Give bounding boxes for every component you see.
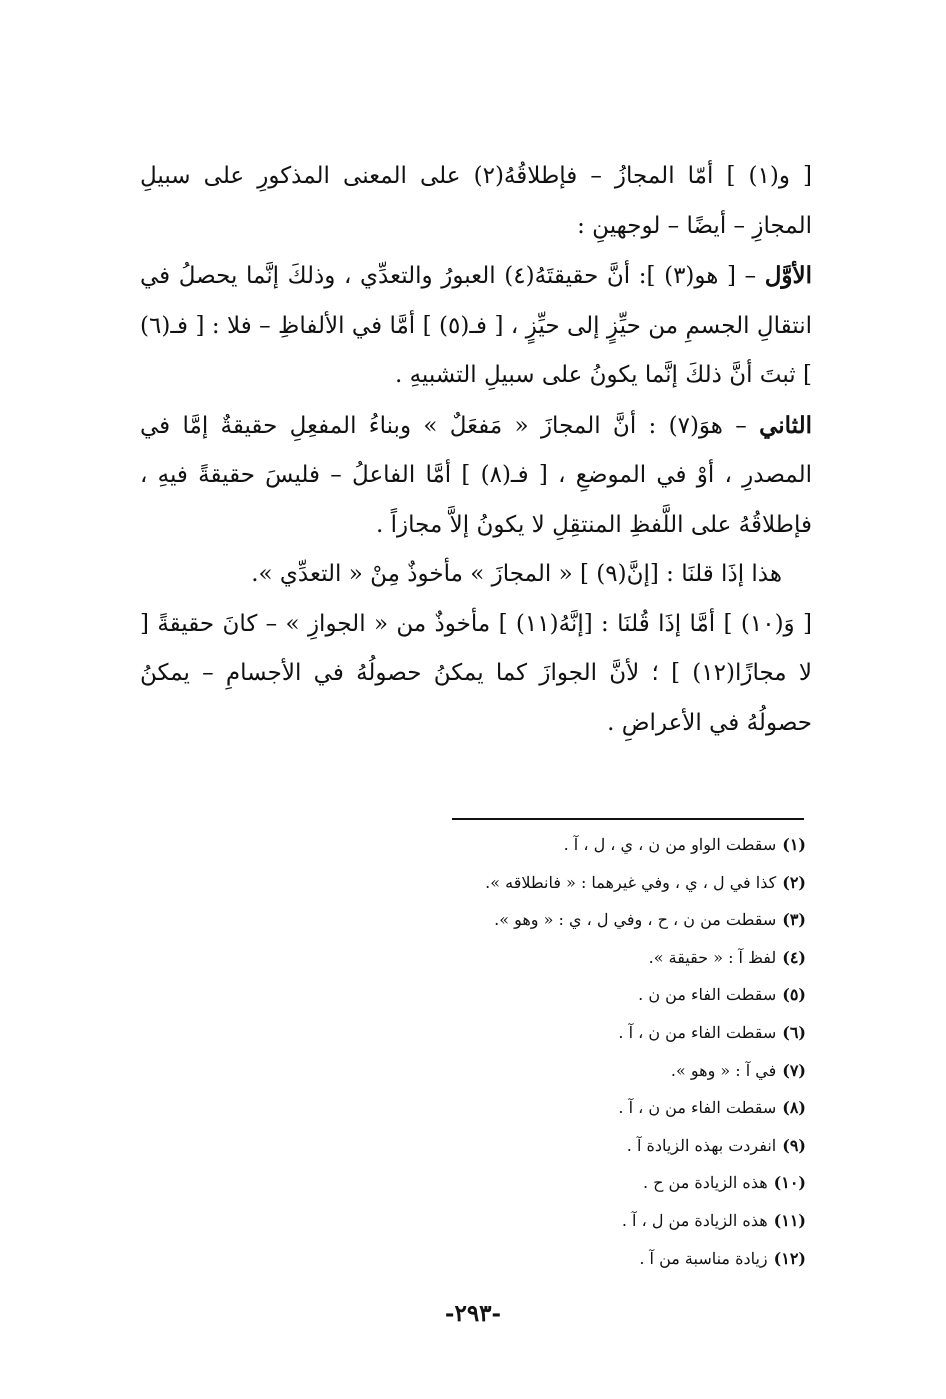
footnote-text: انفردت بهذه الزيادة آ . <box>626 1135 777 1155</box>
main-text <box>140 152 812 748</box>
footnote-number: (٧) <box>782 1060 806 1080</box>
footnote-text: سقطت الواو من ن ، ي ، ل ، آ . <box>563 835 777 854</box>
paragraph-text: [ و(١) ] أمّا المجازُ – فإطلاقُهُ(٢) على المعنى المذكورِ على سبيلِ المجازِ – أيضًا – لوجهينِ : <box>140 163 812 239</box>
paragraph-3 <box>140 401 812 551</box>
paragraph-lead-second: الثاني <box>759 411 813 439</box>
footnote-text: زيادة مناسبة من آ . <box>639 1248 768 1268</box>
footnote-separator <box>452 818 804 820</box>
footnote-number: (١٠) <box>773 1173 806 1193</box>
footnote-text: هذه الزيادة من ح . <box>642 1173 768 1193</box>
footnote-text: سقطت الفاء من ن ، آ . <box>618 1098 777 1118</box>
paragraph-1 <box>140 152 812 251</box>
paragraph-text: [ وَ(١٠) ] أمَّا إذَا قُلنَا : [إنَّهُ(١١) ] مأخوذٌ من « الجوازِ » – كانَ حقيقةً [ لا مجازًا(١٢) ] ؛ لأنَّ الجوازَ كما يمكنُ حصولُهُ في الأجسامِ – يمكنُ حصولُهُ في الأعراضِ . <box>140 610 812 736</box>
footnote <box>440 1240 812 1278</box>
footnote <box>440 901 812 939</box>
footnote-number: (٣) <box>782 910 806 930</box>
paragraph-5 <box>140 600 812 749</box>
footnote <box>440 864 812 902</box>
footnote <box>440 1052 812 1090</box>
footnote <box>440 1202 812 1240</box>
footnote-number: (٨) <box>782 1098 806 1118</box>
footnote-number: (٥) <box>782 985 806 1005</box>
paragraph-text: هذا إذَا قلنَا : [إنَّ(٩) ] « المجازَ » مأخوذٌ مِنْ « التعدِّي ». <box>251 561 782 587</box>
footnote-number: (١١) <box>773 1210 806 1230</box>
footnote-number: (٤) <box>782 947 806 967</box>
footnote-text: لفظ آ : « حقيقة ». <box>648 947 777 967</box>
footnotes-list <box>440 826 812 1277</box>
footnote <box>440 1014 812 1052</box>
footnote <box>440 939 812 977</box>
footnote <box>440 1089 812 1127</box>
footnote-number: (٩) <box>782 1135 806 1155</box>
paragraph-text: – هوَ(٧) : أنَّ المجازَ « مَفعَلٌ » وبناءُ المفعِلِ حقيقةٌ إمَّا في المصدرِ ، أوْ في الموضعِ ، [ فـ(٨) ] أمَّا الفاعلُ – فليسَ حقيقةً فيهِ ، فإطلاقُهُ على اللَّفظِ المنتقِلِ لا يكونُ إلاَّ مجازاً . <box>140 412 812 538</box>
footnote-text: هذه الزيادة من ل ، آ . <box>621 1210 768 1230</box>
footnote <box>440 1127 812 1165</box>
footnote-text: سقطت الفاء من ن . <box>638 985 777 1005</box>
paragraph-4 <box>140 550 812 600</box>
footnote <box>440 976 812 1014</box>
footnote <box>440 1164 812 1202</box>
footnote-text: سقطت الفاء من ن ، آ . <box>618 1022 777 1042</box>
footnote-number: (٢) <box>782 872 806 892</box>
footnote-number: (١٢) <box>773 1248 806 1268</box>
paragraph-lead-first: الأوَّل <box>764 262 813 289</box>
footnote-number: (١) <box>782 835 806 854</box>
page-number: -٢٩٣- <box>444 1300 502 1327</box>
footnote <box>440 826 812 864</box>
footnote-number: (٦) <box>782 1022 806 1042</box>
paragraph-text: – [ هو(٣) ]: أنَّ حقيقتَهُ(٤) العبورُ والتعدِّي ، وذلكَ إنَّما يحصلُ في انتقالِ الجسمِ من حيِّزٍ إلى حيِّزٍ ، [ فـ(٥) ] أمَّا في الألفاظِ – فلا : [ فـ(٦) ] ثبتَ أنَّ ذلكَ إنَّما يكونُ على سبيلِ التشبيهِ . <box>140 263 813 388</box>
footnote-text: في آ : « وهو ». <box>670 1060 777 1080</box>
paragraph-2 <box>140 251 812 401</box>
footnote-text: كذا في ل ، ي ، وفي غيرهما : « فانطلاقه ». <box>485 872 777 892</box>
footnote-text: سقطت من ن ، ح ، وفي ل ، ي : « وهو ». <box>494 910 777 930</box>
